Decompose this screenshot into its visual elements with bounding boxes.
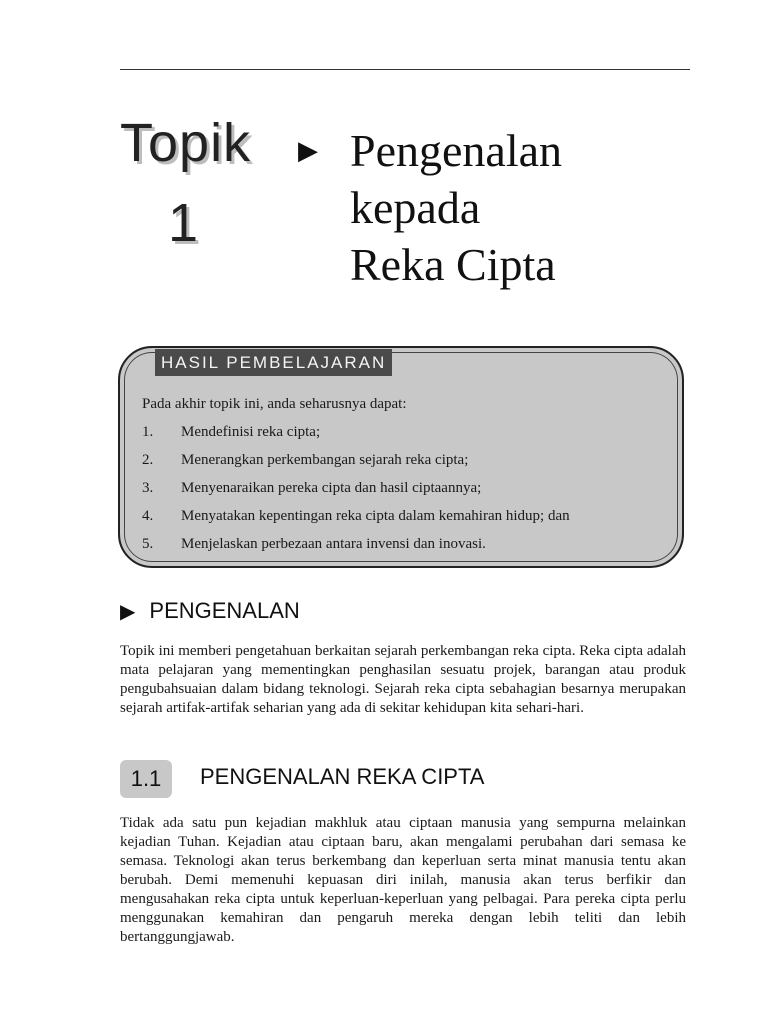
list-item — [142, 506, 570, 534]
list-item-text: Menjelaskan perbezaan antara invensi dan inovasi. — [181, 536, 486, 552]
title-line-1: Pengenalan — [350, 125, 563, 176]
heading-arrow-icon: ▶ — [120, 599, 136, 623]
learning-outcomes-intro: Pada akhir topik ini, anda seharusnya dapat: — [142, 396, 407, 412]
list-item-number: 5. — [142, 536, 154, 552]
list-item-text: Menyatakan kepentingan reka cipta dalam kemahiran hidup; dan — [181, 508, 570, 524]
section-paragraph: Tidak ada satu pun kejadian makhluk atau ciptaan manusia yang sempurna melainkan kejadian Tuhan. Kejadian atau ciptaan baru, akan mengalami perubahan dari semasa ke semasa. Teknologi akan terus berkembang dan keperluan serta minat manusia tentu akan berubah. Demi memenuhi kepuasan diri inilah, manusia akan terus berfikir dan mengusahakan reka cipta untuk keperluan-keperluan yang pelbagai. Para pereka cipta perlu menggunakan kemahiran dan pengaruh mereka dengan lebih teliti dan lebih bertanggungjawab. — [120, 815, 686, 945]
page-title — [350, 122, 680, 293]
learning-outcomes-list — [142, 422, 570, 562]
section-heading: PENGENALAN REKA CIPTA — [200, 764, 485, 789]
list-item-number: 2. — [142, 452, 154, 468]
topic-word: Topik — [120, 113, 252, 173]
list-item — [142, 450, 570, 478]
intro-heading-text: PENGENALAN — [149, 598, 300, 623]
list-item-number: 1. — [142, 424, 154, 440]
topic-number: 1 — [168, 193, 199, 253]
intro-paragraph: Topik ini memberi pengetahuan berkaitan sejarah perkembangan reka cipta. Reka cipta adalah mata pelajaran yang mementingkan penghasilan sesuatu projek, barangan atau produk pengubahsuaian dalam bidang teknologi. Sejarah reka cipta sebahagian besarnya merupakan sejarah artifak-artifak seharian yang ada di sekitar kehidupan kita sehari-hari. — [120, 643, 686, 716]
list-item-number: 4. — [142, 508, 154, 524]
list-item — [142, 534, 570, 562]
intro-heading — [120, 600, 300, 622]
list-item-text: Menerangkan perkembangan sejarah reka cipta; — [181, 452, 469, 468]
section-number-badge: 1.1 — [120, 760, 172, 798]
top-rule — [120, 69, 690, 70]
title-arrow-icon: ▶ — [298, 136, 318, 166]
title-line-3: Reka Cipta — [350, 239, 556, 290]
list-item — [142, 478, 570, 506]
list-item-text: Mendefinisi reka cipta; — [181, 424, 321, 440]
learning-outcomes-label: HASIL PEMBELAJARAN — [155, 349, 392, 376]
list-item — [142, 422, 570, 450]
list-item-text: Menyenaraikan pereka cipta dan hasil ciptaannya; — [181, 480, 482, 496]
list-item-number: 3. — [142, 480, 154, 496]
title-line-2: kepada — [350, 182, 481, 233]
